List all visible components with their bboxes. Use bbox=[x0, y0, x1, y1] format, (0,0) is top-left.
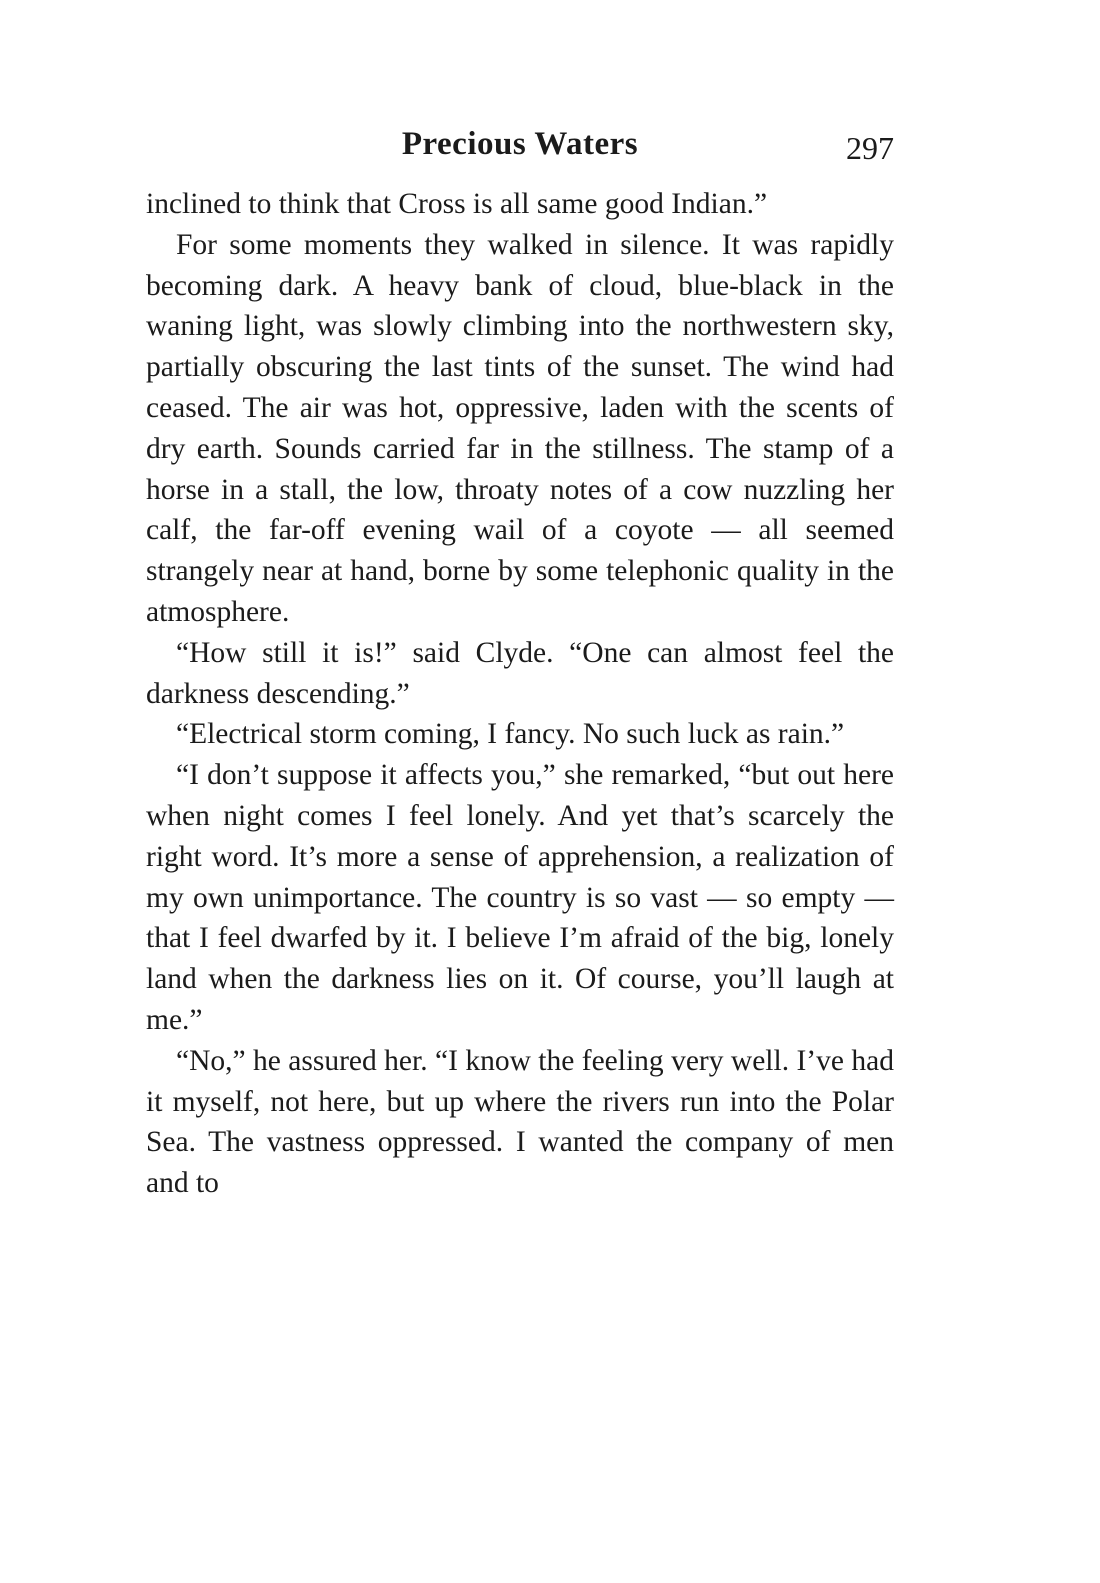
running-title: Precious Waters bbox=[401, 126, 639, 162]
paragraph: “How still it is!” said Clyde. “One can almost feel the darkness descending.” bbox=[146, 636, 894, 710]
page-header bbox=[146, 126, 894, 170]
paragraph: “No,” he assured her. “I know the feeling very well. I’ve had it myself, not here, but up where the rivers run into the Polar Sea. The vastness oppressed. I wanted the company of men and to bbox=[146, 1044, 894, 1200]
paragraph-continued: inclined to think that Cross is all same good Indian.” bbox=[146, 188, 768, 220]
paragraph: For some moments they walked in silence. It was rapidly becoming dark. A heavy bank of cloud, blue-black in the waning light, was slowly climbing into the northwestern sky, partially obscuring the last tints of the sunset. The wind had ceased. The air was hot, oppressive, laden with the scents of dry earth. Sounds carried far in the stillness. The stamp of a horse in a stall, the low, throaty notes of a cow nuzzling her calf, the far-off evening wail of a coyote — all seemed strangely near at hand, borne by some telephonic quality in the atmosphere. bbox=[146, 228, 894, 628]
paragraph: “Electrical storm coming, I fancy. No such luck as rain.” bbox=[176, 718, 845, 751]
page-number: 297 bbox=[846, 130, 894, 166]
body-text bbox=[146, 184, 894, 1204]
paragraph: “I don’t suppose it affects you,” she remarked, “but out here when night comes I feel lonely. And yet that’s scarcely the right word. It’s more a sense of apprehension, a realization of my own unimportance. The country is so vast — so empty — that I feel dwarfed by it. I believe I’m afraid of the big, lonely land when the darkness lies on it. Of course, you’ll laugh at me.” bbox=[146, 759, 894, 1036]
